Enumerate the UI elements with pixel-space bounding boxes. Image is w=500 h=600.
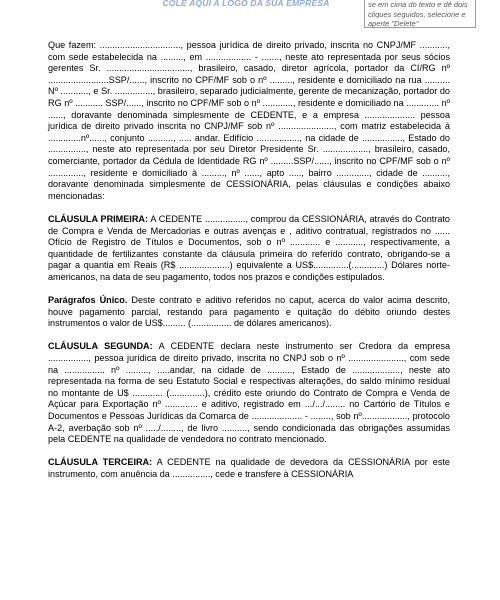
- sole-paragraph-title: Parágrafos Único.: [48, 295, 128, 306]
- clause-second-text: A CEDENTE declara neste instrumento ser Credora da empresa ................, pessoa jurídica de direito privado, inscrita no CNPJ sob o nº ......................, com sede na ................ nº ........., .....andar, na cidade de .........., Estado de ..................., neste ato representada na forma de seu Estatuto Social e respectivas alterações, do saldo mínimo residual no montante de U$ ............ (..............), crédito este oriundo do Contrato de Compra e Venda de Açúcar para Exportação nº ............. e aditivo, registrado em .../.../........ no Cartório de Títulos e Documentos e Pessoas Jurídicas da Comarca de .................... - ........, sob nº.................., protocolo A-2, averbação sob nº ...../........, de livro .........., sendo condicionada das obrigações assumidas pela CEDENTE na qualidade de vendedora no contrato mencionado.: [48, 341, 450, 445]
- clause-third-title: CLÁUSULA TERCEIRA:: [48, 457, 153, 468]
- clause-second-title: CLÁUSULA SEGUNDA:: [48, 341, 153, 352]
- clause-third-text: A CEDENTE na qualidade de devedora da CESSIONÁRIA por este instrumento, com anuência da ..............., cede e transfere à CESSIONÁRIA: [48, 457, 450, 479]
- clause-first-text: A CEDENTE ................, comprou da CESSIONÁRIA, através do Contrato de Compra e Venda de Mercadorias e outras avenças e , aditivo contratual, registrados no ...... Ofício de Registro de Títulos e Documentos, sob o nº ............ e ..........., respectivamente, a quantidade de fertilizantes constante da cláusula primeira do referido contrato, obrigando-se a pagar a quantia em Reais (R$ ....................) equivalente a US$..............(.............) Dólares norte-americanos, na data de seu pagamento, todos nos prazos e condições estipulados.: [48, 213, 450, 282]
- clause-first-title: CLÁUSULA PRIMEIRA:: [48, 213, 148, 224]
- clause-first: [48, 214, 450, 284]
- sole-paragraph: [48, 295, 450, 330]
- clause-third: [48, 457, 450, 480]
- contract-document: [48, 40, 450, 481]
- logo-placeholder: COLE AQUI A LOGO DA SUA EMPRESA: [162, 0, 330, 8]
- parties-paragraph: Que fazem: ................................, pessoa jurídica de direito privado, inscrita no CNPJ/MF ..........., com sede estabelecida na ........., em .................. - ......., neste ato representada por seus sócios gerentes Sr. ................................., brasileiro, casado, diretor agrícola, portador da CI/RG nº ........................SSP/......, inscrito no CPF/MF sob o nº ........., residente e domiciliado na rua .......... Nº ..........., e Sr. ..............., brasileiro, separado judicialmente, gerente de mecanização, portador do RG nº ........... SSP/......, inscrito no CPF/MF sob o nº ............, residente e domiciliado na ............. nº ......, doravante denominada simplesmente de CEDENTE, e a empresa .................... pessoa jurídica de direito privado inscrita no CNPJ/MF sob nº ......................, com matriz estabelecida à .............nº......, conjunto .........., ..... andar. Edifício ................., na cidade de ................, Estado do ..............., neste ato representada por seu Diretor Presidente Sr. .................., brasileiro, casado, comerciante, portador da Cédula de Identidade RG nº .........SSP/......, inscrito no CPF/MF sob o nº .............., residente e domiciliado à ........., nº ......, apto ....., bairro ............., cidade de .........., doravante denominada simplesmente de CESSIONÁRIA, pelas cláusulas e condições abaixo mencionadas:: [48, 40, 450, 201]
- sole-paragraph-text: Deste contrato e aditivo referidos no caput, acerca do valor acima descrito, houve pagamento parcial, restando para pagamento e quitação do débito oriundo destes instrumentos o valor de US$......... (................ de dólares americanos).: [48, 295, 450, 329]
- clause-second: [48, 341, 450, 445]
- instruction-note: se em cima do texto e dê dois cliques seguidos, selecione e aperte "Delete": [364, 0, 476, 28]
